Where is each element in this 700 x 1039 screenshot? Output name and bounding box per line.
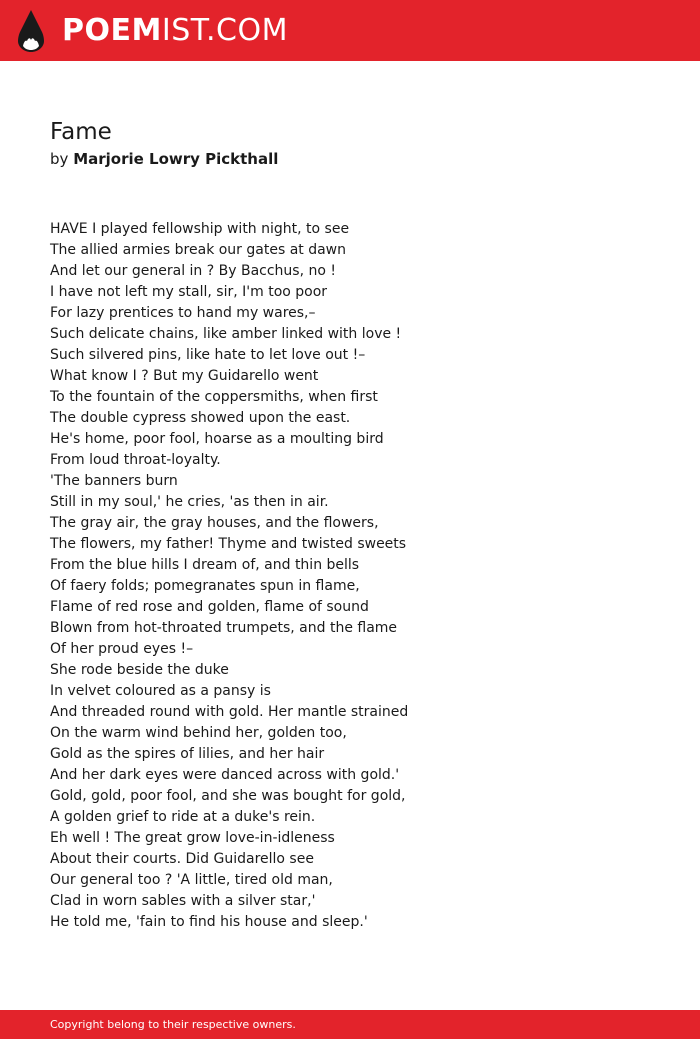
poem-line: A golden grief to ride at a duke's rein.: [50, 809, 316, 825]
poem-line: And let our general in ? By Bacchus, no !: [50, 263, 336, 279]
poem-line: I have not left my stall, sir, I'm too poor: [50, 284, 328, 300]
poem-line: Flame of red rose and golden, flame of sound: [50, 599, 369, 615]
poem-line: The allied armies break our gates at dawn: [50, 242, 347, 258]
site-footer: [0, 1010, 700, 1039]
poem-line: From the blue hills I dream of, and thin bells: [50, 557, 360, 573]
poem-line: Clad in worn sables with a silver star,': [50, 893, 316, 909]
poem-line: Gold, gold, poor fool, and she was bought for gold,: [50, 788, 406, 804]
poem-line: Eh well ! The great grow love-in-idleness: [50, 830, 335, 846]
poem-line: HAVE I played fellowship with night, to see: [50, 221, 350, 237]
poem-line: From loud throat-loyalty.: [50, 452, 221, 468]
poem-line: What know I ? But my Guidarello went: [50, 368, 319, 384]
poem-line: The gray air, the gray houses, and the flowers,: [50, 515, 379, 531]
poem-line: About their courts. Did Guidarello see: [50, 851, 314, 867]
pencil-tip-icon: [18, 10, 44, 52]
site-logo[interactable]: [62, 13, 288, 49]
byline: [50, 149, 278, 169]
copyright-text: Copyright belong to their respective owners.: [50, 1018, 296, 1031]
poem-line: Still in my soul,' he cries, 'as then in air.: [50, 494, 329, 510]
poem-line: The flowers, my father! Thyme and twisted sweets: [50, 536, 407, 552]
poem-line: Such delicate chains, like amber linked with love !: [50, 326, 402, 342]
poem-line: For lazy prentices to hand my wares,–: [50, 305, 316, 321]
poem-line: And her dark eyes were danced across with gold.': [50, 767, 400, 783]
poem-line: On the warm wind behind her, golden too,: [50, 725, 347, 741]
by-label: by: [50, 150, 69, 168]
poem-title: Fame: [50, 119, 112, 145]
poem-line: The double cypress showed upon the east.: [50, 410, 351, 426]
poem-line: And threaded round with gold. Her mantle strained: [50, 704, 409, 720]
logo-text-bold: POEM: [62, 13, 162, 48]
poem-line: Such silvered pins, like hate to let love out !–: [50, 347, 366, 363]
author-name: Marjorie Lowry Pickthall: [73, 150, 279, 168]
site-header: [0, 0, 700, 61]
poem-body: [50, 219, 670, 933]
poem-line: Gold as the spires of lilies, and her hair: [50, 746, 325, 762]
poem-line: In velvet coloured as a pansy is: [50, 683, 271, 699]
logo-text-light: IST.COM: [161, 13, 288, 48]
poem-line: Our general too ? 'A little, tired old man,: [50, 872, 333, 888]
poem-line: She rode beside the duke: [50, 662, 229, 678]
poem-line: 'The banners burn: [50, 473, 178, 489]
poem-line: Of faery folds; pomegranates spun in flame,: [50, 578, 360, 594]
poem-line: Blown from hot-throated trumpets, and the flame: [50, 620, 398, 636]
poem-line: He told me, 'fain to find his house and sleep.': [50, 914, 368, 930]
poem-line: Of her proud eyes !–: [50, 641, 194, 657]
poem-line: To the fountain of the coppersmiths, when first: [50, 389, 378, 405]
poem-line: He's home, poor fool, hoarse as a moulting bird: [50, 431, 384, 447]
